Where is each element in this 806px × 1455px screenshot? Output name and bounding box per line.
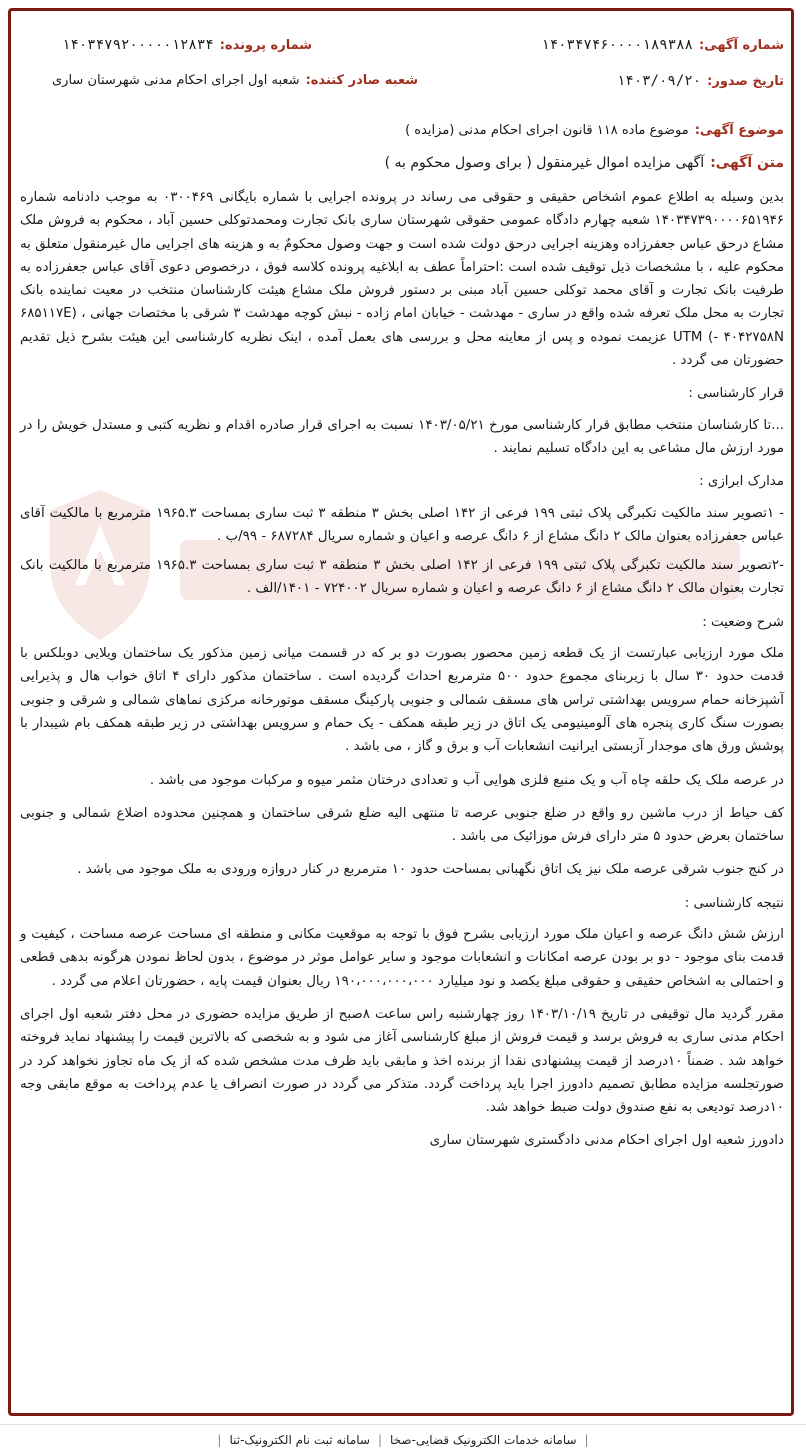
ad-number-label: شماره آگهی: [698, 38, 784, 53]
footer-sep-right: | [217, 1433, 222, 1447]
footer-sep-mid: | [377, 1433, 382, 1447]
subject-label: موضوع آگهی: [694, 123, 784, 138]
auction-terms-paragraph: مقرر گردید مال توقیفی در تاریخ ۱۴۰۳/۱۰/۱۹ روز چهارشنبه راس ساعت ۸صبح از طریق مزایده حضوری در محل دفتر شعبه اول اجرای احکام مدنی ساری به فروش برسد و قیمت فروش از مبلغ کارشناسی آغاز می شود و به شخصی که بالاترین قیمت را پیشنهاد نماید فروخته خواهد شد . ضمناً ۱۰درصد از قیمت پیشنهادی نقدا از برنده اخذ و مابقی باید ظرف مدت مشخص شده که از یک ماه تجاوز نخواهد کرد در صورتجلسه مزایده مطابق تصمیم دادورز اجرا باید پرداخت گردد. متذکر می گردد در صورت انصراف یا عدم پرداخت به موقع مابقی وجه ۱۰درصد تودیعی به نفع صندوق دولت ضبط خواهد شد. [20, 1006, 784, 1116]
issuing-branch-label: شعبه صادر کننده: [305, 73, 419, 88]
ad-number-value: ۱۴۰۳۴۷۴۶۰۰۰۰۱۸۹۳۸۸ [541, 37, 693, 53]
case-number-value: ۱۴۰۳۴۷۹۲۰۰۰۰۰۱۲۸۳۴ [62, 37, 214, 53]
body-title-row [22, 154, 784, 172]
issue-date-label: تاریخ صدور: [707, 74, 784, 89]
ad-body [20, 186, 784, 1163]
intro-paragraph: بدین وسیله به اطلاع عموم اشخاص حقیقی و حقوقی می رساند در پرونده اجرایی با شماره بایگانی ۰۳۰۰۴۶۹ به موجب دادنامه شماره ۱۴۰۳۴۷۳۹۰۰۰۰۶۵۱۹۴۶ شعبه چهارم دادگاه عمومی حقوقی شهرستان ساری بانک تجارت ومحمدتوکلی حسین آباد ، محکوم به فروش ملک مشاع درحق عباس جعفرزاده وهزینه اجرایی درحق دولت شده است و جهت وصول محکومٌ به و هزینه های اجرایی مال غیرمنقول متعلق به محکوم علیه ، با مشخصات ذیل توقیف شده است :احتراماً عطف به ابلاغیه پرونده کلاسه فوق ، درخصوص دعوی آقای عباس جعفرزاده به طرفیت بانک تجارت و آقای محمد توکلی حسین آباد مبنی بر دستور فروش ملک مشاع هیئت کارشناسان منتخب در معیت نماینده بانک تجارت به محل ملک تعرفه شده واقع در ساری - مهدشت - خیابان امام زاده - نبش کوچه مهدشت ۳ شرقی با مختصات جهانی ، (۶۸۵۱۱۷E - ۴۰۴۲۷۵۸N) UTM عزیمت نموده و پس از معاینه محل و بررسی های بعمل آمده ، اینک نظریه کارشناسی این هیئت بشرح ذیل تقدیم حضورتان می گردد . [20, 190, 784, 369]
issue-date-value: ۱۴۰۳/۰۹/۲۰ [616, 73, 702, 89]
issuing-branch [52, 72, 418, 91]
subject-row [22, 122, 784, 140]
header-row-1 [22, 36, 784, 55]
footer-link-sana[interactable]: سامانه ثبت نام الکترونیک-ثنا [229, 1433, 370, 1447]
header-row-2 [22, 72, 784, 91]
case-number [62, 36, 312, 55]
result-paragraph: ارزش شش دانگ عرصه و اعیان ملک مورد ارزیابی بشرح فوق با توجه به موقعیت مکانی و منطقه ای مساحت عرصه مساحت ، کیفیت و قدمت بنای موجود - دو بر بودن عرصه امکانات و انشعابات موجود و سایر عوامل موثر در موضوع ، بدون لحاظ نمودن هرگونه بدهی قطعی و احتمالی به اشخاص حقیقی و حقوقی مبلغ یکصد و نود میلیارد ۱۹۰،۰۰۰،۰۰۰،۰۰۰ ریال بعنوان قیمت پایه ، حضورتان اعلام می گردد . [20, 927, 784, 989]
document-item-1: - ۱تصویر سند مالکیت تکبرگی پلاک ثبتی ۱۹۹ فرعی از ۱۴۲ اصلی بخش ۳ منطقه ۳ ثبت ساری بمساحت ۱۹۶۵.۳ مترمربع با مالکیت آقای عباس جعفرزاده بعنوان مالک ۲ دانگ مشاع از ۶ دانگ عرصه و اعیان و شماره سریال ۶۸۷۲۸۴ - ۹۹/ب . [20, 505, 784, 544]
body-label: متن آگهی: [710, 155, 784, 171]
document-item-2: -۲تصویر سند مالکیت تکبرگی پلاک ثبتی ۱۹۹ فرعی از ۱۴۲ اصلی بخش ۳ منطقه ۳ ثبت ساری بمساحت ۱۹۶۵.۳ مترمربع با مالکیت بانک تجارت بعنوان مالک ۲ دانگ مشاع از ۶ دانگ عرصه و اعیان و شماره سریال ۷۲۴۰۰۲ - ۱۴۰۱/الف . [20, 558, 784, 597]
footer-bar [0, 1424, 806, 1455]
documents-heading: مدارک ابرازی : [699, 474, 784, 490]
result-heading: نتیجه کارشناسی : [684, 895, 784, 911]
body-title: آگهی مزایده اموال غیرمنقول ( برای وصول محکوم به ) [384, 155, 705, 171]
status-paragraph-4: در کنج جنوب شرقی عرصه ملک نیز یک اتاق نگهبانی بمساحت حدود ۱۰ مترمربع در کنار دروازه ورودی به ملک موجود می باشد . [77, 862, 784, 878]
signature: دادورز شعبه اول اجرای احکام مدنی دادگستری شهرستان ساری [429, 1133, 784, 1149]
issuing-branch-value: شعبه اول اجرای احکام مدنی شهرستان ساری [52, 73, 300, 88]
expert-decision-paragraph: ...تا کارشناسان منتخب مطابق قرار کارشناسی مورخ ۱۴۰۳/۰۵/۲۱ نسبت به اجرای قرار صادره اقدام و نظریه کتبی و مستدل خویش را در مورد ارزش مال مشاعی به این دادگاه تسلیم نمایند . [20, 417, 784, 456]
footer-link-adliran[interactable]: سامانه خدمات الکترونیک قضایی-صخا [390, 1433, 577, 1447]
expert-decision-heading: قرار کارشناسی : [688, 386, 784, 402]
status-paragraph-2: در عرصه ملک یک حلقه چاه آب و یک منبع فلزی هوایی آب و تعدادی درختان مثمر میوه و مرکبات موجود می باشد . [149, 772, 784, 788]
status-heading: شرح وضعیت : [702, 614, 784, 630]
subject-value: موضوع ماده ۱۱۸ قانون اجرای احکام مدنی (مزایده ) [405, 123, 689, 138]
footer-sep-left: | [584, 1433, 589, 1447]
case-number-label: شماره پرونده: [219, 38, 313, 53]
status-paragraph-3: کف حیاط از درب ماشین رو واقع در ضلع جنوبی عرصه تا منتهی الیه ضلع شرقی ساختمان و همچنین محدوده اضلاع شمالی و جنوبی ساختمان بعرض حدود ۵ متر دارای فرش موزائیک می باشد . [20, 805, 784, 845]
ad-number [541, 36, 784, 55]
issue-date [617, 72, 784, 91]
status-paragraph-1: ملک مورد ارزیابی عبارتست از یک قطعه زمین محصور بصورت دو بر که در قسمت میانی زمین مذکور یک ساختمان ویلایی دوبلکس با قدمت حدود ۳۰ سال با زیربنای مجموع حدود ۵۰۰ مترمربع احداث گردیده است . ساختمان مذکور دارای ۴ اتاق خواب هال و پذیرایی آشپزخانه حمام سرویس بهداشتی تراس های مسقف شمالی و جنوبی پارکینگ مسقف موتورخانه مرکزی نماهای شمالی و شرقی و جنوبی بصورت سنگ کاری پنجره های آلومینیومی یک اتاق در زیر طبقه همکف - یک حمام و سرویس بهداشتی در زیر طبقه همکف بام شیبدار با پوشش ورق های موجدار آزبستی ایرانیت انشعابات آب و برق و گاز ، می باشد . [20, 646, 784, 755]
